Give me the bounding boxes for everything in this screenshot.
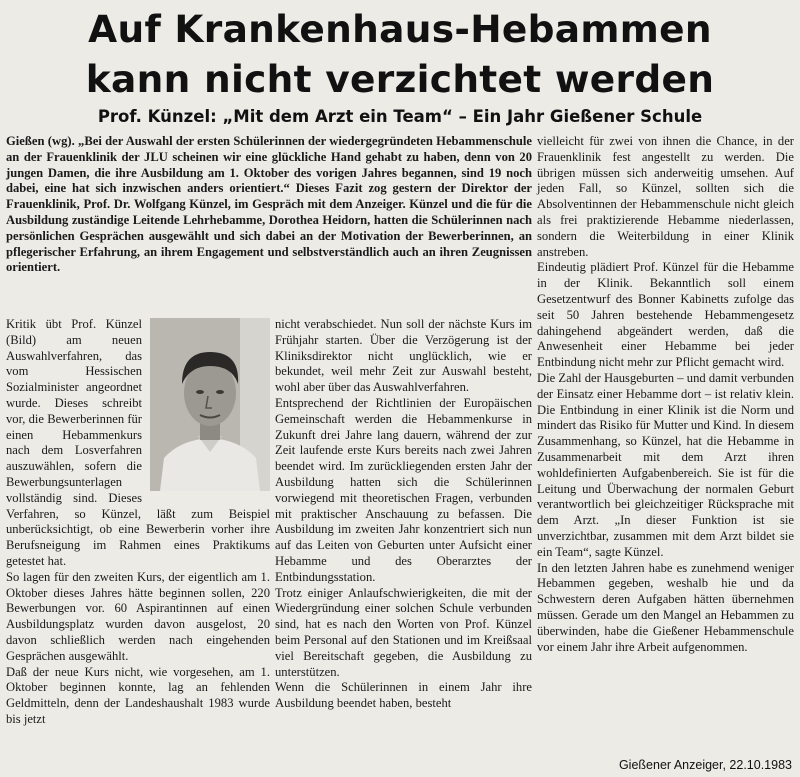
col2-paragraph: Wenn die Schülerinnen in einem Jahr ihre Ausbildung beendet haben, besteht [275,680,532,711]
col2-paragraph: nicht verabschiedet. Nun soll der nächste Kurs im Frühjahr starten. Über die Verzögerung ist der Kliniksdirektor nicht unglücklich, wie er bekundet, weil mehr Zeit zur Auswahl besteht, wohl aber über das Auswahlverfahren. [275,317,532,395]
col2-paragraph: Entsprechend der Richtlinien der Europäischen Gemeinschaft werden die Hebammenkurse in Zukunft drei Jahre lang dauern, während der zur Zeit laufende erste Kurs bereits nach zwei Jahren beendet wird. Im zurückliegenden ersten Jahr der Ausbildung hatten sich die Schülerinnen vorwiegend mit theoretischen Fragen, verbunden mit praktischer Anschauung zu befassen. Die Ausbildung im zweiten Jahr konzentriert sich nun auf das Leiten von Geburten unter Aufsicht einer Hebamme und des Oberarztes der Entbindungsstation. [275,395,532,584]
portrait-photo [150,318,270,491]
headline [0,4,800,104]
headline-line-2: kann nicht verzichtet werden [85,57,715,101]
lead-paragraph: Gießen (wg). „Bei der Auswahl der ersten Schülerinnen der wiedergegründeten Hebammenschule an der Frauenklinik der JLU scheinen wir eine glückliche Hand gehabt zu haben, denn von 20 jungen Damen, die ihre Ausbildung am 1. Oktober des vorigen Jahres begannen, sind 19 noch dabei, eine hat sich inzwischen anders orientiert.“ Dieses Fazit zog gestern der Direktor der Frauenklinik, Prof. Dr. Wolfgang Künzel, im Gespräch mit dem Anzeiger. Künzel und die für die Ausbildung zuständige Leitende Lehrhebamme, Dorothea Heidorn, hatten die Schülerinnen nach persönlichen Gesprächen ausgewählt und sich dabei an der Motivation der Bewerberinnen, an pflegerischer Erfahrung, an ihrem Engagement und selbstverständlich auch an ihren Zeugnissen orientiert. [6,134,532,275]
col3-paragraph: Eindeutig plädiert Prof. Künzel für die Hebamme in der Klinik. Bekanntlich soll einem Gesetzentwurf des Bonner Kabinetts zufolge das seit 50 Jahren bestehende Hebammengesetz dahingehend abgeändert werden, daß die Anwesenheit einer Hebamme bei jeder Entbindung nicht mehr zur Pflicht gemacht wird. [537,260,794,370]
source-credit: Gießener Anzeiger, 22.10.1983 [618,758,792,772]
col3-paragraph: In den letzten Jahren habe es zunehmend weniger Hebammen gegeben, weshalb hie und da Schwestern deren Aufgaben hätten übernehmen müssen. Gerade um den Mangel an Hebammen zu überwinden, habe die Gießener Hebammenschule vor einem Jahr ihre Arbeit aufgenommen. [537,560,794,654]
col3-paragraph: Die Zahl der Hausgeburten – und damit verbunden der Einsatz einer Hebamme dort – ist relativ klein. Die Entbindung in einer Klinik ist die Norm und mindert das Risiko für Mutter und Kind. In diesem Zusammenhang, so Künzel, hat die Hebamme in Zusammenarbeit mit dem Arzt ihren wohldefinierten Aufgabenbereich. Sie ist für die Leitung und Überwachung der normalen Geburt verantwortlich bei gleichzeitiger Rücksprache mit dem Arzt. „In dieser Funktion ist sie unverzichtbar, zusammen mit dem Arzt bildet sie ein Team“, sagte Künzel. [537,370,794,559]
col1-paragraph: Daß der neue Kurs nicht, wie vorgesehen, am 1. Oktober beginnen konnte, lag an fehlenden Geldmitteln, denn der Landeshaushalt 1983 wurde bis jetzt [6,664,270,726]
lead-paragraph-block [6,134,532,276]
col2-paragraph: Trotz einiger Anlaufschwierigkeiten, die mit der Wiedergründung einer solchen Schule verbunden sind, hat es nach den Worten von Prof. Künzel beim Personal auf den Stationen und im Kreißsaal viel Bereitschaft gegeben, die Ausbildung zu unterstützen. [275,585,532,679]
portrait-illustration [150,318,270,491]
headline-line-1: Auf Krankenhaus-Hebammen [88,7,712,51]
subheadline: Prof. Künzel: „Mit dem Arzt ein Team“ – Ein Jahr Gießener Schule [97,107,703,126]
column-3 [537,134,794,655]
col1-paragraph: So lagen für den zweiten Kurs, der eigentlich am 1. Oktober dieses Jahres hätte beginnen sollen, 220 Bewerbungen vor. 60 Aspirantinnen auf einen Ausbildungsplatz wurden davon ausgelost, 20 davon schließlich werden nach eingehenden Gesprächen ausgewählt. [6,569,270,663]
col3-paragraph: vielleicht für zwei von ihnen die Chance, in der Frauenklinik fest angestellt zu werden. Die übrigen müssen sich anderweitig umsehen. Auf jeden Fall, so Künzel, sollten sich die Absolventinnen der Hebammenschule nicht gleich als frei praktizierende Hebamme niederlassen, sondern die Weiterbildung in einer Klinik anstreben. [537,134,794,259]
col1-paragraph: Kritik übt Prof. Künzel (Bild) am neuen Auswahlverfahren, das vom Hessischen Sozialminister angeordnet wurde. Dieses schreibt vor, die Bewerberinnen für einen Hebammenkurs nach dem Losverfahren auszuwählen, sofern die Bewerbungsunterlagen vollständig sind. Dieses Verfahren, so Künzel, läßt zum Beispiel unberücksichtigt, ob eine Bewerberin vorher ihre Berufsneigung im Rahmen eines Praktikums getestet hat. [6,317,270,568]
column-2 [275,317,532,712]
column-1 [6,317,270,728]
